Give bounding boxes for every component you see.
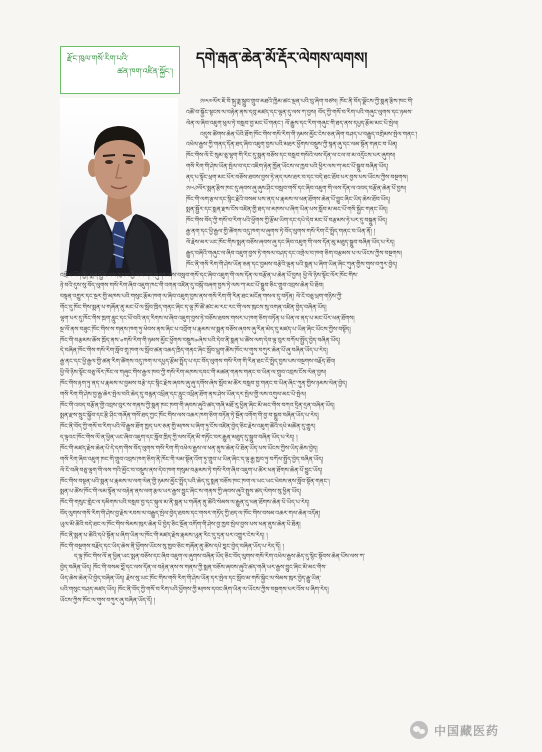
body-line: རྒྱ་ནག་དང་ཕྱི་རྒྱལ་གྱི་ཚོགས་འདུ་ཁག་ལ་ཞུགས་ཏེ་བོད་ལུགས་གསོ་རིག་ངོ་སྤྲོད་གནང་བ་ཡིན་ནོ། ། [186, 228, 376, 236]
body-line: བོད་ལུགས་གསོ་རིག་གི་ཤེས་བྱ་རྗེས་རབས་ལ་བརྒྱུད་སྤེལ་བྱེད་ཐབས་དང་གསར་གཏོད་ཀྱི་ཐད་ལ་ཁོང་གིས་བསམ་འཆར་གལ་ཆེན་འདོན། [60, 510, 321, 518]
article-title: དགེ་རྒན་ཆེན་མོ་རྡོར་ལེགས་ལགས། [196, 49, 368, 67]
body-line: ལེན་ལ་ཞིབ་འཇུག་ཕུལ་ཏེ་བསླབ་བྱ་མང་པོ་གནང་། ལོ་རྒྱུས་དང་རིག་གཞུང་གི་ཐད་ནས་དཔྱད་རྩོམ་མང་པོ་སྤེལ། [186, 119, 399, 127]
body-line: རྒྱ་ནང་དང་ཕྱི་རྒྱལ་གྱི་ཚན་རིག་ཚོགས་འདུ་ཁག་ལ་དཔྱད་རྩོམ་སྤྲོད་པ་དང་བོད་ལུགས་གསོ་རིག་གི་རིན་ཐང་ངོ་སྤྲོད་བྱས་པས་བསྔགས་བརྗོད་ཐོབ། [60, 358, 336, 366]
body-line: ཡིད་ཆེས་ཆེན་པོ་བྱེད་བཞིན་ཡོད། རྗེས་སུ་ཡང་ཁོང་གིས་གསོ་རིག་གི་ཤེས་ཡོན་དར་སྤེལ་དང་སློབ་མ་གསོ་སྐྱོང་ལ་སེམས་ཁུར་བྱེད་རྒྱུ་ཡིན་ [60, 575, 322, 583]
body-line: ཁོང་གི་ལག་རྩལ་དང་སྙིང་རྗེའི་བསམ་པས་ནད་པ་རྣམས་ལ་ཕན་ཐོགས་ཆེན་པོ་བྱུང་ཞིང་ཡིད་ཆེས་ཐོབ་ཡོད། [186, 195, 390, 203]
column-header-line-1: རྫོང་ཁུལ་གསོ་རིག་པའི་ [67, 54, 129, 63]
body-line: ད་ལྟའང་ཁོང་གིས་ལོ་ན་ཕྱིན་ཡང་ཞིབ་འཇུག་དང་སློབ་ཁྲིད་ཀྱི་ལས་དོན་མི་གཏོང་བར་རྒྱུན་མཐུད་དུ་སྒྲུབ་བཞིན་ཡོད་པ་རེད། ། [60, 434, 298, 442]
body-line: སྨན་རྫས་སྲུང་སྐྱོབ་དང་རྩི་ཤིང་གཞོན་གསོ་ཐད་ཀྱང་ཁོང་གིས་ལས་འཆར་ཁག་ཅིག་བཏོན་ཏེ་སྔོན་འགོག་གི་བྱ་བ་སྒྲུབ་བཞིན་ཡོད་པ་རེད། [60, 412, 319, 420]
body-line: ཉེ་བའི་དུས་སུ་བོད་ལུགས་གསོ་རིག་ཞིབ་འཇུག་ཁང་གི་འགན་འཛིན་དུ་བསྐོ་བཞག་བྱས་ཏེ་ལས་ཀ་མང་པོ་སྒྲུབ་ཅིང་གྲུབ་འབྲས་ཆེན་པོ་ཐོབ། [60, 282, 324, 290]
body-line: སྨན་སྦྱོར་དང་སྨན་རྫས་ངོས་འཛིན་གྱི་ཐད་ལ་མཁས་པ་ཞིག་ཡིན་པས་སློབ་མ་མང་པོ་གསོ་སྐྱོང་གནང་ཡོད། [186, 206, 388, 214]
column-header-box [60, 46, 180, 94]
body-line: ཁོང་གིས་ལོ་ངོ་སུམ་ཅུ་ལྷག་གི་རིང་དུ་སྨན་བཅོས་དང་བསླབ་གསོའི་ལས་དོན་ལ་ངལ་བ་མ་འདྲོངས་པར་ཞུགས། [186, 152, 396, 160]
body-line: དེ་བཞིན་ཁོང་གིས་གསོ་རིག་སློབ་གྲྭ་ཁག་ལ་སློབ་ཚན་འཆད་ཁྲིད་གནང་ཞིང་སློབ་ཕྲུག་ཚོས་ཁོང་ལ་གུས་བཀུར་ཆེན་པོ་ཞུ་བཞིན་ཡོད་པ་རེད། [60, 347, 328, 355]
body-line: ཁོང་ནི་སྨན་པ་ཚོའི་དཔེ་སྟོན་པ་ཞིག་ཡིན་ལ་ཁོང་གི་མཛད་རྗེས་རྣམས་ཡུན་རིང་དུ་དྲན་པར་འགྱུར་ངེས་རེད། ། [60, 531, 268, 539]
body-line: ཡོངས་ཀྱིས་ཁོང་ལ་གུས་བཀུར་ཞུ་བཞིན་ཡོད་དོ། ། [60, 596, 156, 604]
source-watermark [410, 720, 499, 740]
body-line: ལོ་ངོ་བཞི་བཅུ་ལྷག་གི་ལས་ཀའི་མྱོང་བ་བསྡུས་ནས་དེབ་ཁག་གསུམ་བརྩམས་ཏེ་གསོ་རིག་ཞིབ་འཇུག་པ་ཚོར་ཕན་ཐོགས་ཆེན་པོ་བྱུང་ཡོད། [60, 466, 323, 474]
body-line: ད་ལྟ་ཁོང་གིས་ལོ་ན་ཕྱིན་ཡང་སྨན་བཅོས་དང་ཞིབ་འཇུག་ལ་ཞུགས་བཞིན་ཡོད་ཅིང་བོད་ལུགས་གསོ་རིག་འཕེལ་རྒྱས་ཆེད་དུ་སྙིང་སྟོབས་ཆེན་པོས་ལས་ཀ་ [74, 553, 365, 561]
body-line: ཁོང་ནི་བོད་ཀྱི་གསོ་བ་རིག་པའི་ལོ་རྒྱུས་ཐོག་ཁྱད་པར་ཅན་གྱི་མཁས་པ་ཞིག་ཏུ་ངོས་འཛིན་བྱེད་ཅིང་རྗེས་འཇུག་ཚོའི་དཔེ་མཚོན་དུ་གྱུར། [60, 423, 316, 431]
body-line: ༡༩༥༧ལོར་ཇོ་བོ་སྐུ་ཟླ་སྒྲུབ་གྲུབ་མཐའི་ཁྱིམ་ཚང་ལྡན་པའི་བུ་ཞིག་བཙས། ཁོང་ནི་བོད་ལྗོངས་ཀྱི་སྨན་རྩིས་ཁང་གི་ [200, 98, 414, 105]
body-line: ལྷག་པར་དུ་ཁོང་གིས་ཁྲག་རླུང་དང་ཕོ་བའི་ནད་རིགས་ལ་ཞིབ་འཇུག་བྱས་ཏེ་བཅོས་ཐབས་གསར་པ་ཁག་ཅིག་བཏོན་པ་ཡིན་ལ་ནད་པ་མང་པོར་ཕན་ཐོགས། [60, 314, 355, 322]
body-line: འབྲེལ་ཡོད་ཀྱི། སྨན་སྦྱོར་ལས་ཁུངས་ཀྱི་ལས་ཀར་ཞུགས་ནས་བསླབ་གསོ་དང་ཞིབ་འཇུག་གི་ལས་དོན་ལ་བརྩོན་པ་ཆེན་པོ་བྱས། ཕྱི་ལོ་ཉིས་སྟོང་ལོར་ཁོང་གིས་ [60, 271, 358, 279]
body-line: སྨན་པ་ཚོས་ཁོང་གི་ལམ་སྟོན་ལ་བརྟེན་ནས་ལག་རྩལ་ཡར་རྒྱས་བྱུང་ཞིང་ས་གནས་ཀྱི་ཞབས་ཞུའི་སྤུས་ཚད་ལེགས་སུ་ཕྱིན་ཡོད། [60, 488, 301, 496]
body-line: བྱེད་བཞིན་ཡོད། ཁོང་གི་བསམ་བློ་དང་ལས་དོན་ལ་བརྟེན་ནས་ས་གནས་ཀྱི་སྨན་བཅོས་ཞབས་ཞུའི་ཚད་གཞི་ཡར་རྒྱས་བྱུང་ཞིང་མི་མང་གིས་ [60, 564, 327, 572]
watermark-text: 中国藏医药 [434, 723, 500, 738]
body-line: ༡༩༨༡ལོར་སྨན་རྩིས་ཁང་དུ་ཞབས་ཞུ་ཞུས་ཤིང་བསླབ་གསོ་དང་ཞིབ་འཇུག་གི་ལས་དོན་ལ་འབད་བརྩོན་ཆེན་པོ་བྱས། [186, 184, 406, 192]
body-line: ཁོང་གི་བསྔགས་བརྗོད་དང་ཡིད་ཆེས་ནི་ཕྱོགས་ཡོངས་སུ་ཁྱབ་ཅིང་གཞོན་ནུ་ཚོས་དཔེ་བླང་བྱེད་བཞིན་ཡོད་པ་རེད་དོ། ། [60, 542, 284, 550]
body-line: པའི་གསུང་བཤད་མཛད་ཡོད། ཁོང་ནི་བོད་ཀྱི་གསོ་བ་རིག་པའི་ཕྱོགས་ཀྱི་མཁས་དབང་ཞིག་ཡིན་ལ་ཡོངས་ཀྱིས་བསྔགས་པར་འོས་པ་ཞིག་རེད། [60, 585, 329, 593]
body-line: འཚོ་བ་སྐྱོང་སྟངས་ལ་བརྟེན་ནས་དབུ་མཛད་དང་ལྷན་དུ་ལས་ཀ་བྱས། བོད་ཀྱི་གསོ་བ་རིག་པའི་གཞུང་ལུགས་དང་ཉམས་ [186, 108, 413, 116]
body-line: སྔ་ལོ་ནས་བཟུང་ཁོང་གིས་ས་གནས་ཁག་ཏུ་ཕེབས་ནས་ཞིང་པ་འབྲོག་པ་རྣམས་ལ་སྨན་བཅོས་ཞབས་ཞུ་རིན་མེད་དུ་མཛད་པ་ཡིན་ཞིང་ཡོངས་ཀྱིས་བསྟོད། [60, 325, 351, 333]
body-line: འཕེལ་རྒྱས་ཀྱི་གནད་དོན་ཐད་ཞིབ་འཇུག་བྱས་པའི་མཐར་ཕྱོགས་བསྡུས་ཀྱི་སྙན་ཞུ་དང་ལམ་སྟོན་གནང་བ་ཡིན། [186, 141, 398, 149]
body-line: འདུས་ཚོགས་ཆེན་པོའི་ཐོག་ཁོང་གིས་གསོ་རིག་གི་ཉམས་མྱོང་ངེས་ཅན་ཞིག་བཤད་པ་བརྒྱུད་འགྲེམས་སྤེལ་གནང་། [200, 130, 418, 138]
body-line: གསོ་རིག་གི་ཤེས་ཡོན་སྤེལ་བ་དང་འཇིག་རྟེན་ཁྱོན་ཡོངས་ལ་ཁྱབ་པའི་ཕྱིར་ལས་ཀ་མང་པོ་སྒྲུབ་བཞིན་ཡོད། [186, 163, 388, 171]
article-body [60, 97, 504, 607]
body-line: རྒྱུད་བཞིའི་གཞུང་ལ་ཞིབ་འཇུག་བྱས་ཏེ་གསལ་བཤད་དང་འགྲེལ་བ་ཁག་ཅིག་བརྩམས་པ་ལ་ཡོངས་ཀྱིས་བསྔགས། [186, 249, 402, 257]
body-line: ནད་པ་སྟོང་ཕྲག་མང་པོར་བཅོས་ཐབས་བྱས་ཏེ་ནད་ལས་ཐར་བ་དང་བདེ་ཐང་ཐོབ་པར་བྱས་པས་ཡོངས་ཀྱིས་བསྔགས། [186, 173, 408, 181]
wechat-icon [410, 721, 428, 739]
body-line: གསོ་རིག་གི་ཤེས་བྱ་རྒྱ་ཆེར་སྤེལ་བའི་ཆེད་དུ་བརྙན་འཕྲིན་དང་རླུང་འཕྲིན་ཐོག་ནས་ཤེས་ཡོན་དར་སྤེལ་གྱི་ལས་འགུལ་མང་པོ་སྤེལ། [60, 390, 306, 398]
body-line: གོང་དུ་ཁོང་གིས་སྨན་པ་གཞོན་ནུ་མང་པོ་ལ་སློབ་ཁྲིད་གནང་ཞིང་ད་ལྟ་ཁོ་ཚོ་ཚང་མ་རང་རང་གི་ལས་ཁུངས་སུ་འགན་འཛིན་བྱེད་བཞིན་ཡོད། [60, 304, 327, 312]
body-line: ཁོང་གིས་བསྟན་པའི་སྨན་པ་རྣམས་ལ་ལག་ལེན་གྱི་ཉམས་མྱོང་སྤྲོད་པའི་ཆེད་དུ་སྨན་བཅོས་ཁང་ཁག་ལ་ཡང་ཡང་ཕེབས་ནས་སློབ་སྟོན་གནང་། [60, 477, 330, 485]
column-header-line-2: ཚན་ཁག་འཛིན་སྐྱོང་། [117, 67, 173, 76]
body-line: གསོ་རིག་ཞིབ་འཇུག་ཁང་གི་གྲུབ་འབྲས་ཁག་ཅིག་ནི་ཁོང་གི་ལམ་སྟོན་འོག་ཏུ་གྲུབ་པ་ཡིན་ཞིང་ད་ལྟ་རྒྱ་ཁྱབ་ཏུ་བཀོལ་སྤྱོད་བྱེད་བཞིན་ཡོད། [60, 455, 324, 463]
body-line: ཡུལ་མི་ཚོའི་བདེ་ཐང་ལ་ཁོང་གིས་སེམས་ཁུར་ཆེན་པོ་བྱེད་ཅིང་སྔོན་འགོག་གི་ཤེས་བྱ་ཁྱབ་སྤེལ་བྱས་པས་ཕན་ནུས་ཆེན་པོ་ཐོན། [60, 520, 301, 528]
body-line: ཁོང་གིས་རྟག་ཏུ་ནད་པ་རྣམས་ལ་བྱམས་བརྩེ་དང་སྙིང་རྗེས་ཞབས་ཞུ་ཞུ་དགོས་ཞེས་སློབ་མ་ཚོར་བསླབ་བྱ་གནང་བ་ཡིན་ཞིང་ཀུན་གྱིས་ཉམས་ལེན་བྱེད། [60, 379, 347, 387]
body-line: ཁོང་ནི་གསོ་རིག་གི་ཤེས་ཡོན་ཅན་དང་བྱམས་བརྩེའི་ལྡན་པའི་སྨན་པ་ཞིག་ཡིན་ཞིང་ཀུན་གྱིས་གུས་བཀུར་བྱེད། [186, 260, 398, 268]
body-line: ལོ་རྗེས་མར་ཡང་ཁོང་གིས་སྨན་བཅོས་ཞབས་ཞུ་དང་ཞིབ་འཇུག་གི་ལས་དོན་མུ་མཐུད་སྒྲུབ་བཞིན་ཡོད་པ་རེད། [186, 238, 395, 246]
body-line: ཁོང་གི་མཛད་རྗེས་ཆེན་པོ་དེ་དག་གིས་བོད་ལུགས་གསོ་རིག་གི་འཕེལ་རྒྱས་ལ་ཕན་ནུས་ཆེན་པོ་ཐོན་ཡོད་པས་ཡོངས་ཀྱིས་ཡིད་ཆེས་བྱེད། [60, 445, 318, 452]
body-line: ཁོང་གི་གསུང་གླེང་ལ་དམིགས་པའི་བསླབ་བྱ་དང་སྐུལ་མ་ནི་སྨན་པ་གཞོན་ནུ་ཚོའི་སེམས་ལ་རྒྱུན་དུ་ཕན་ཐོགས་ཆེན་པོ་ཡོད་པ་རེད། [60, 499, 310, 507]
body-line: ཁོང་གི་བརྩམས་ཆོས་ཁྲོད་ནས་«གསོ་རིག་གི་ཉམས་མྱོང་ཕྱོགས་བསྡུས»ཞེས་པའི་དེབ་ནི་སྨན་པ་ཚོས་ལག་དེབ་ལྟ་བུར་བཀོལ་སྤྱོད་བྱེད་བཞིན་ཡོད། [60, 336, 340, 344]
body-line: ཕྱི་ལོ་ཉིས་སྟོང་བཅུ་ལོར་ཁོང་ལ་གཞུང་གིས་རྒྱལ་ཁབ་ཀྱི་གསོ་རིག་མཁས་དབང་གི་མཚན་གནས་གནང་བ་ཡིན་ལ་གྲུབ་འབྲས་ངོས་ལེན་བྱས། [60, 369, 327, 377]
body-line: བསྟན་འགྱུར་དང་སྔར་གྱི་མཁས་པའི་གསུང་རྩོམ་ཁག་ལ་ཞིབ་འཇུག་བྱས་ནས་གསོ་རིག་གི་རིན་ཐང་མངོན་གསལ་དུ་བཏོན། ལོ་ངོ་བཅུ་ཕྲག་གཉིས་ཀྱི་ [60, 293, 343, 301]
body-line: ཁོང་གི་འབད་བརྩོན་གྱི་འབྲས་བུར་ས་གནས་ཀྱི་སྨན་ཁང་ཁག་གི་ཞབས་ཞུའི་ཚད་གཞི་མཐོ་རུ་ཕྱིན་ཞིང་མི་མང་གིས་བཀའ་དྲིན་དྲན་བཞིན་ཡོད། [60, 401, 335, 409]
body-line: ཁོང་གིས་བོད་ཀྱི་གསོ་བ་རིག་པའི་ཕྱོགས་ཀྱི་རྩོམ་ཡིག་དང་དཔེ་དེབ་མང་པོ་བརྩམས་ཏེ་པར་དུ་བསྐྲུན་ཡོད། [186, 217, 387, 225]
